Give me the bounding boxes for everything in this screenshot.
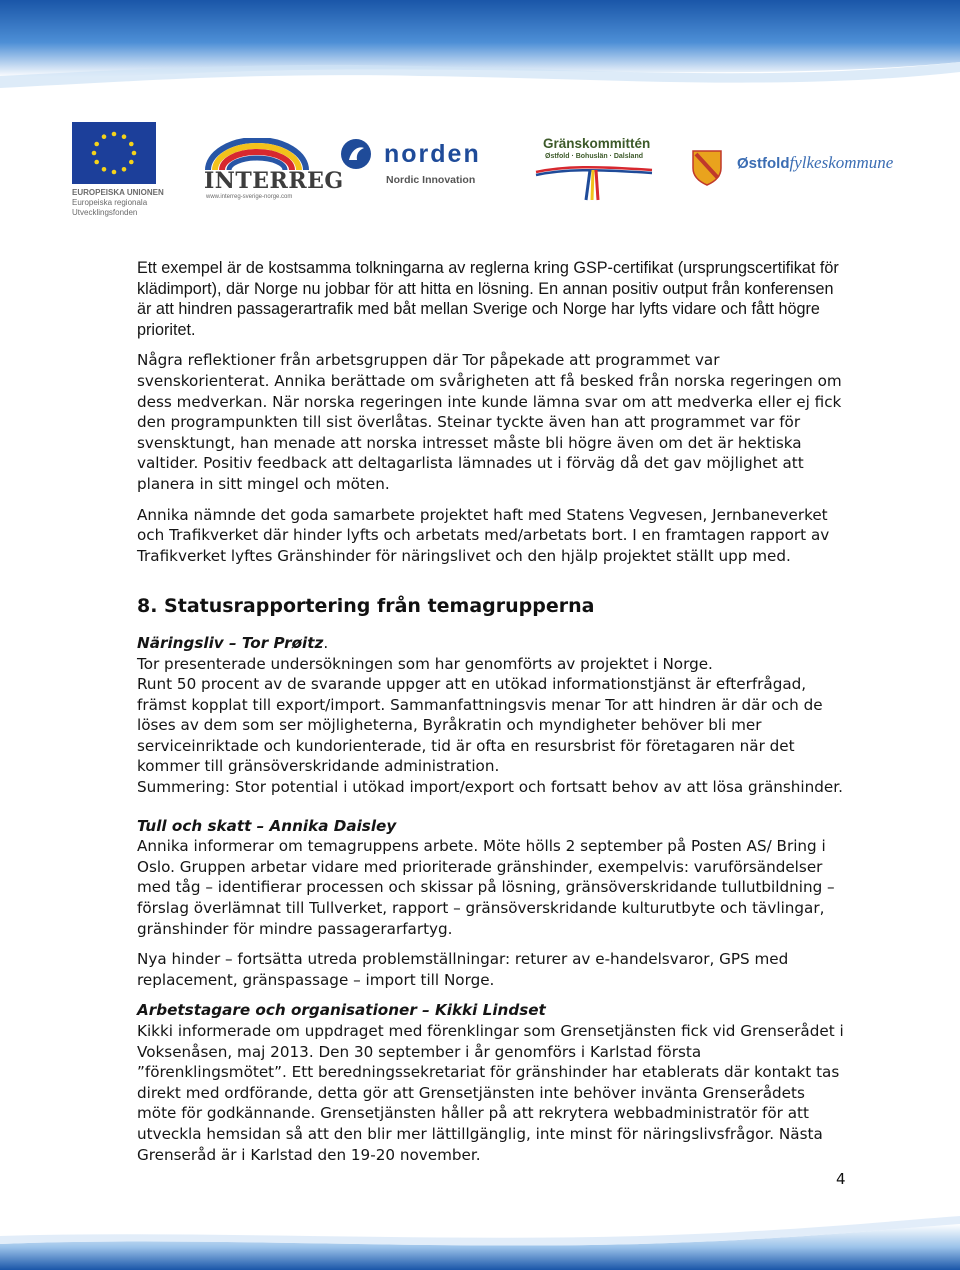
interreg-logo-text: INTERREG [204, 168, 344, 194]
eu-caption-line2: Europeiska regionala [72, 198, 148, 207]
document-body [137, 258, 849, 1175]
tull-heading: Tull och skatt – Annika Daisley [137, 816, 397, 835]
granskommitten-ribbon-icon [534, 160, 654, 202]
naringsliv-heading [137, 633, 849, 654]
granskommitten-subtitle: Østfold · Bohuslän · Dalsland [545, 153, 644, 160]
arbetstagare-paragraph-1: Kikki informerade om uppdraget med förenklingar som Grensetjänsten fick vid Grenserådet i Voksenåsen, maj 2013. Den 30 september i år genomförs i Karlstad första ”förenklingsmötet”. Ett beredningssekretariat för gränshinder har etablerats där kontakt tas direkt med ordförande, detta gör att Grensetjänsten inte behöver invänta Grenserådets möte för godkännande. Grensetjänsten håller på att rekrytera webbadministratör för att utveckla hemsidan så att den blir mer lättillgänglig, inte minst för näringslivsfrågor. Nästa Grenseråd är i Karlstad den 19-20 november. [137, 1022, 844, 1164]
intro-paragraph-2: Några reflektioner från arbetsgruppen där Tor påpekade att programmet var svenskorienterat. Annika berättade om svårigheten att få besked från norska regeringen om dess medverkan. När norska regeringen inte kunde lämna svar om att medverka eller ej fick den programpunkten till sist överlåtas. Steinar tyckte även han att programmet var för svensktungt, han menade att norska intresset måste bli högre även om det är hektiska valtider. Positiv feedback att deltagarlista lämnades ut i förväg då det gav möjlighet att planera in sitt mingel och möten. [137, 351, 842, 493]
ostfold-logo-name-b: fylkeskommune [789, 153, 894, 172]
eu-caption-line1: EUROPEISKA UNIONEN [72, 188, 164, 197]
ostfold-logo-name-a: Østfold [737, 155, 790, 172]
ostfold-shield-icon [692, 150, 722, 186]
naringsliv-paragraph-1: Tor presenterade undersökningen som har genomförts av projektet i Norge. [137, 654, 713, 673]
footer-wave-band [0, 1200, 960, 1270]
tull-paragraph-1: Annika informerar om temagruppens arbete. Möte hölls 2 september på Posten AS/ Bring i Oslo. Gruppen arbetar vidare med prioriterade gränshinder, exempelvis: varuförsändelser med tåg – identifierar processen och skissar på lösning, gränsöverskridande tullutbildning – förslag överlämnat till Tullverket, rapport – gränsöverskridande kulturutbyte och tävlingar, gränshinder för mindre passagerarfartyg. [137, 837, 835, 938]
tull-paragraph-2: Nya hinder – fortsätta utreda problemställningar: returer av e-handelsvaror, GPS med replacement, gränspassage – import till Norge. [137, 950, 789, 989]
partner-logos [0, 110, 960, 230]
naringsliv-paragraph-2: Runt 50 procent av de svarande uppger att en utökad informationstjänst är efterfrågad, främst kopplat till export/import. Sammanfattningsvis menar Tor att hindren är där och de löses av dem som ser möjligheterna, Byråkratin och myndigheter behöver bli mer serviceinriktade och kundorienterade, tid är ofta en resursbrist för företagaren när det kommer till gränsöverskridande administration. [137, 675, 823, 776]
norden-subtitle: Nordic Innovation [386, 174, 476, 186]
header-wave-band [0, 0, 960, 95]
granskommitten-logo-text: Gränskommittén [543, 136, 651, 151]
ostfold-logo-text [737, 153, 893, 173]
page-number: 4 [836, 1170, 846, 1188]
interreg-arc-icon [204, 138, 310, 170]
section-heading: 8. Statusrapportering från temagrupperna [137, 595, 595, 618]
naringsliv-paragraph-3: Summering: Stor potential i utökad import/export och fortsatt behov av att lösa gränshinder. [137, 778, 843, 797]
intro-paragraph-1: Ett exempel är de kostsamma tolkningarna av reglerna kring GSP-certifikat (ursprungscertifikat för klädimport), där Norge nu jobbar för att hitta en lösning. En annan positiv output från konferensen är att hindren passagerartrafik med båt mellan Sverige och Norge har lyfts vidare och fått högre prioritet. [137, 259, 839, 339]
naringsliv-title: Näringsliv – Tor Prøitz [137, 633, 324, 652]
arbetstagare-heading: Arbetstagare och organisationer – Kikki Lindset [137, 1001, 546, 1020]
eu-caption-line3: Utvecklingsfonden [72, 208, 138, 217]
norden-logo-text: norden [384, 140, 481, 168]
intro-paragraph-3: Annika nämnde det goda samarbete projektet haft med Statens Vegvesen, Jernbaneverket och Trafikverket där hinder lyfts och arbetats med/arbetats bort. I en framtagen rapport av Trafikverket lyftes Gränshinder för näringslivet och den hjälp projektet ställt upp med. [137, 505, 830, 565]
interreg-url: www.interreg-sverige-norge.com [206, 194, 293, 200]
eu-flag-logo [72, 122, 156, 184]
naringsliv-title-suffix: . [323, 633, 329, 652]
norden-swan-icon [340, 138, 372, 170]
